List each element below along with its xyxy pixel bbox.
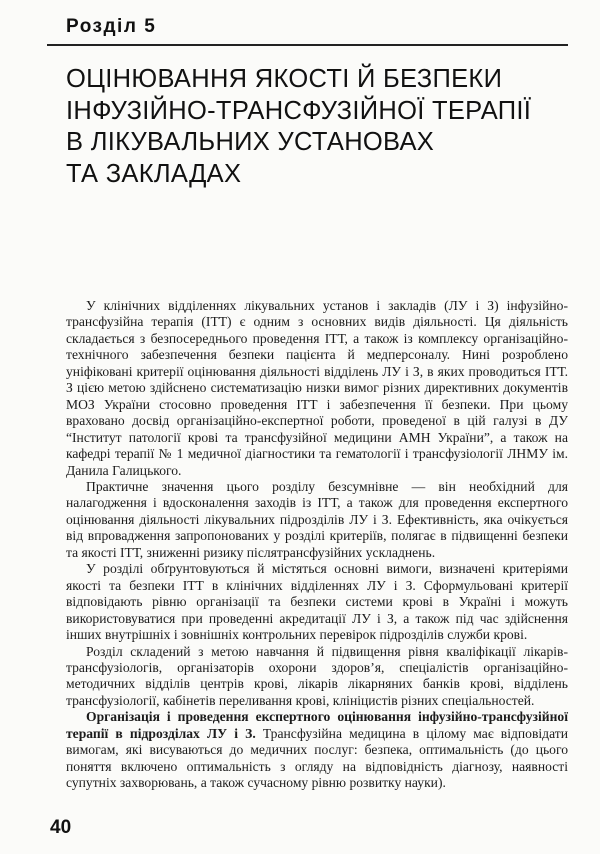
final-paragraph <box>66 709 568 791</box>
paragraph: У розділі обґрунтовуються й містяться основні вимоги, визначені критеріями якості та безпеки ІТТ в клінічних відділеннях ЛУ і З. Сформульовані критерії відповідають рівню організації та безпеки системи крові в Україні і можуть використовуватися при проведенні акредитації ЛУ і З, а також під час здійснення інших внутрішніх і зовнішніх контрольних перевірок підрозділів служби крові. <box>66 561 568 643</box>
header-rule <box>47 44 568 46</box>
body-text <box>66 298 568 792</box>
paragraph-text: Трансфузійна медицина в цілому має відповідати вимогам, які висуваються до медичних послуг: безпека, оптимальність (до цього поняття включено оптимальність з огляду на відповідність діагнозу, наявності супутніх захворювань, а також сучасному рівню розвитку науки). <box>66 725 568 791</box>
paragraph: Розділ складений з метою навчання й підвищення рівня кваліфікації лікарів-трансфузіологів, організаторів охорони здоров’я, спеціалістів організаційно-методичних відділів центрів крові, лікарів лікарняних банків крові, відділень трансфузіології, кабінетів переливання крові, клініцистів різних спеціальностей. <box>66 643 568 708</box>
paragraph: Практичне значення цього розділу безсумнівне — він необхідний для налагодження і вдосконалення заходів із ІТТ, а також для проведення експертного оцінювання діяльності лікувальних підрозділів ЛУ і З. Ефективність, яка очікується від впровадження запропонованих у розділі критеріїв, полягає в підвищенні безпеки та якості ІТТ, зниженні ризику післятрансфузійних ускладнень. <box>66 478 568 560</box>
page-number: 40 <box>50 817 72 838</box>
paragraph: У клінічних відділеннях лікувальних установ і закладів (ЛУ і З) інфузійно-трансфузійна терапія (ІТТ) є одним з основних видів діяльності. Ця діяльність складається з безпосереднього проведення ІТТ, а також із комплексу організаційно-технічного забезпечення безпеки пацієнта й медперсоналу. Нині розроблено уніфіковані критерії оцінювання діяльності відділень ЛУ і З, в яких проводиться ІТТ. З цією метою здійснено систематизацію низки вимог різних директивних документів МОЗ України стосовно проведення ІТТ і забезпечення її безпеки. При цьому враховано досвід організаційно-експертної роботи, проведеної в цій галузі в ДУ “Інститут патології крові та трансфузійної медицини АМН України”, а також на кафедрі терапії № 1 медичної діагностики та гематології і трансфузіології ЛНМУ ім. Данила Галицького. <box>66 298 568 478</box>
bold-lead: Організація і проведення експертного оцінювання інфузійно-трансфузійної терапії в підрозділах ЛУ і З. <box>66 709 568 741</box>
chapter-title-line: ІНФУЗІЙНО-ТРАНСФУЗІЙНОЇ ТЕРАПІЇ <box>66 96 532 125</box>
chapter-title-line: ОЦІНЮВАННЯ ЯКОСТІ Й БЕЗПЕКИ <box>66 65 503 93</box>
chapter-title-line: В ЛІКУВАЛЬНИХ УСТАНОВАХ <box>66 128 435 156</box>
section-label: Розділ 5 <box>66 16 157 37</box>
chapter-title <box>66 64 566 190</box>
chapter-title-line: ТА ЗАКЛАДАХ <box>66 159 242 188</box>
